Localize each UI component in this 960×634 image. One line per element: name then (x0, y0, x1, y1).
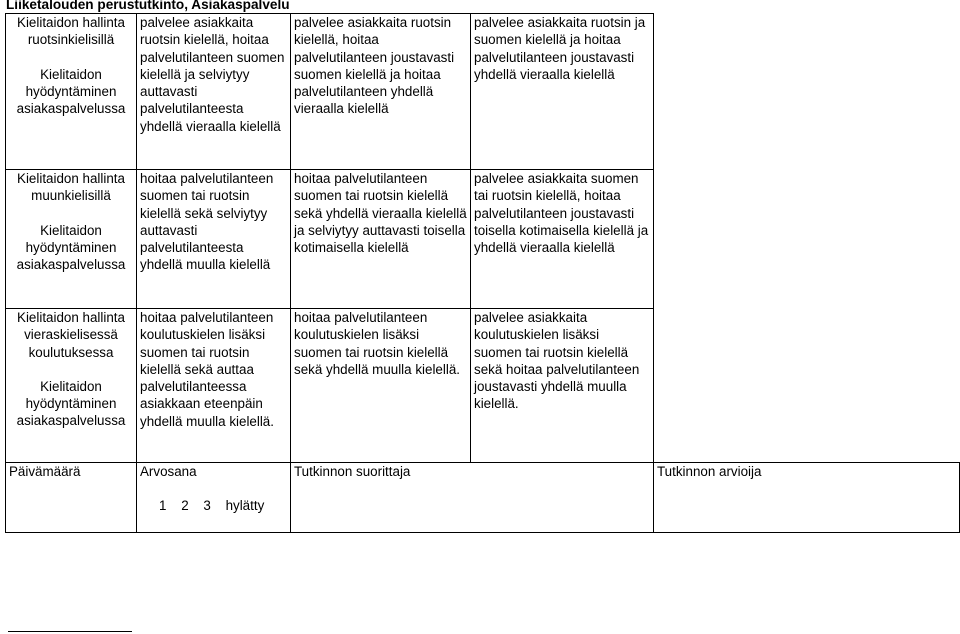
criteria-cell-good: palvelee asiakkaita ruotsin kielellä, hoitaa palvelutilanteen joustavasti suomen kielellä ja hoitaa palvelutilanteen yhdellä vieraalla kielellä (294, 15, 455, 117)
grade-option-3[interactable]: 3 (203, 498, 211, 513)
grade-label: Arvosana (140, 464, 197, 479)
criteria-cell-good: hoitaa palvelutilanteen suomen tai ruotsin kielellä sekä yhdellä vieraalla kielellä ja selviytyy auttavasti toisella kotimaisella kielellä (294, 171, 467, 256)
date-cell[interactable] (6, 463, 137, 533)
criteria-cell-satisfactory: palvelee asiakkaita ruotsin kielellä, hoitaa palvelutilanteen suomen kielellä ja selviytyy auttavasti palvelutilanteesta yhdellä vieraalla kielellä (140, 15, 285, 134)
row-label (6, 14, 137, 170)
assessor-cell[interactable] (654, 463, 960, 533)
row-label (6, 170, 137, 309)
date-label: Päivämäärä (9, 464, 81, 479)
table-row (6, 170, 960, 309)
criteria-cell-excellent: palvelee asiakkaita koulutuskielen lisäksi suomen tai ruotsin kielellä sekä hoitaa palvelutilanteen joustavasti yhdellä muulla kielellä. (474, 310, 640, 412)
grade-option-failed[interactable]: hylätty (225, 498, 265, 513)
footnote-rule (8, 631, 132, 632)
criteria-cell-satisfactory: hoitaa palvelutilanteen suomen tai ruotsin kielellä sekä selviytyy auttavasti palvelutilanteesta yhdellä muulla kielellä (140, 171, 274, 273)
row-label-sub: Kielitaidon hyödyntäminen asiakaspalvelussa (16, 222, 126, 273)
criteria-cell-excellent: palvelee asiakkaita ruotsin ja suomen kielellä ja hoitaa palvelutilanteen joustavasti yhdellä vieraalla kielellä (474, 15, 646, 82)
table-row (6, 14, 960, 170)
row-label-heading: Kielitaidon hallinta ruotsinkielisillä (17, 15, 125, 48)
assessor-label: Tutkinnon arvioija (657, 464, 762, 479)
row-label (6, 309, 137, 463)
criteria-cell-excellent: palvelee asiakkaita suomen tai ruotsin kielellä, hoitaa palvelutilanteen joustavasti toisella kotimaisella kielellä ja yhdellä vieraalla kielellä (474, 171, 649, 256)
signature-row (6, 463, 960, 533)
document-title: Liiketalouden perustutkinto, Asiakaspalvelu (6, 0, 290, 12)
performer-label: Tutkinnon suorittaja (294, 464, 411, 479)
grade-options (159, 497, 275, 514)
row-label-heading: Kielitaidon hallinta muunkielisillä (17, 171, 125, 204)
criteria-cell-good: hoitaa palvelutilanteen koulutuskielen lisäksi suomen tai ruotsin kielellä sekä yhdellä muulla kielellä. (294, 310, 460, 377)
criteria-cell-satisfactory: hoitaa palvelutilanteen koulutuskielen lisäksi suomen tai ruotsin kielellä sekä auttaa palvelutilanteessa asiakkaan eteenpäin yhdellä muulla kielellä. (140, 310, 274, 429)
grade-option-2[interactable]: 2 (181, 498, 189, 513)
table-row (6, 309, 960, 463)
grade-option-1[interactable]: 1 (159, 498, 167, 513)
assessment-table (5, 13, 960, 533)
row-label-heading: Kielitaidon hallinta vieraskielisessä koulutuksessa (17, 310, 125, 360)
performer-cell[interactable] (291, 463, 654, 533)
row-label-sub: Kielitaidon hyödyntäminen asiakaspalvelussa (16, 378, 126, 429)
row-label-sub: Kielitaidon hyödyntäminen asiakaspalvelussa (16, 66, 126, 117)
